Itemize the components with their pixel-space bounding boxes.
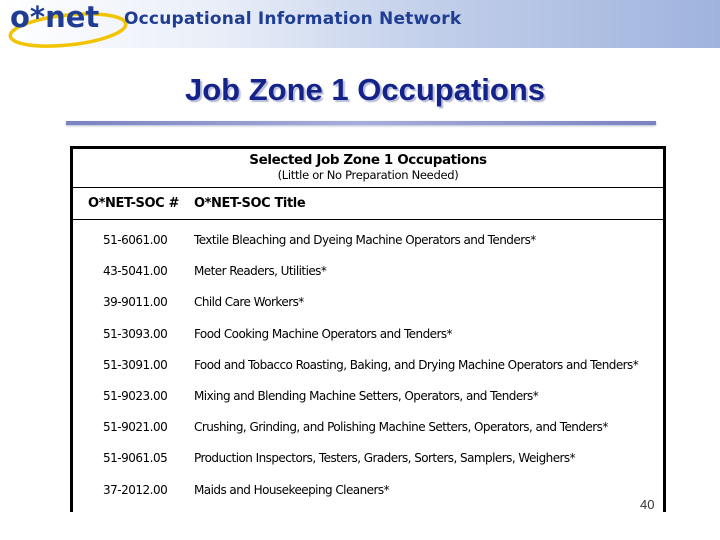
occupation-title: Textile Bleaching and Dyeing Machine Operators and Tenders*	[194, 233, 536, 247]
network-name: Occupational Information Network	[124, 9, 462, 29]
occupation-code: 51-3091.00	[103, 357, 168, 372]
occupation-code: 51-9023.00	[103, 388, 168, 403]
occupation-code: 51-6061.00	[103, 233, 168, 247]
table-row	[73, 483, 663, 513]
page-number: 40	[640, 497, 655, 512]
table-row	[73, 358, 663, 389]
occupation-title: Meter Readers, Utilities*	[194, 264, 327, 279]
occupation-code: 51-9021.00	[103, 420, 168, 435]
occupation-title: Mixing and Blending Machine Setters, Operators, and Tenders*	[194, 388, 539, 403]
occupation-title: Crushing, Grinding, and Polishing Machine Setters, Operators, and Tenders*	[194, 420, 608, 435]
table-row	[73, 389, 663, 420]
column-header-title: O*NET-SOC Title	[194, 196, 306, 211]
table-row	[73, 420, 663, 451]
occupation-code: 37-2012.00	[103, 482, 168, 497]
table-row	[73, 264, 663, 295]
occupation-title: Food and Tobacco Roasting, Baking, and Drying Machine Operators and Tenders*	[194, 357, 639, 372]
table-row	[73, 327, 663, 358]
occupation-title: Child Care Workers*	[194, 295, 304, 310]
table-row	[73, 451, 663, 482]
table-subtitle: (Little or No Preparation Needed)	[277, 168, 459, 182]
occupation-code: 43-5041.00	[103, 264, 168, 279]
table-body	[73, 233, 663, 512]
occupation-title: Maids and Housekeeping Cleaners*	[194, 482, 390, 497]
occupation-code: 51-3093.00	[103, 326, 168, 341]
occupation-code: 39-9011.00	[103, 295, 168, 310]
logo-text: o*net	[10, 0, 100, 34]
onet-logo	[6, 0, 132, 50]
occupation-code: 51-9061.05	[103, 451, 168, 466]
occupation-title: Food Cooking Machine Operators and Tenders*	[194, 326, 453, 341]
column-header-row	[73, 187, 663, 220]
occupations-table	[70, 146, 666, 512]
table-row	[73, 295, 663, 326]
table-title: Selected Job Zone 1 Occupations	[249, 152, 487, 168]
title-divider	[66, 121, 656, 125]
table-header	[73, 149, 663, 188]
occupation-title: Production Inspectors, Testers, Graders, Sorters, Samplers, Weighers*	[194, 451, 576, 466]
column-header-code: O*NET-SOC #	[88, 196, 179, 211]
slide-title: Job Zone 1 Occupations	[185, 72, 545, 107]
table-row	[73, 233, 663, 264]
